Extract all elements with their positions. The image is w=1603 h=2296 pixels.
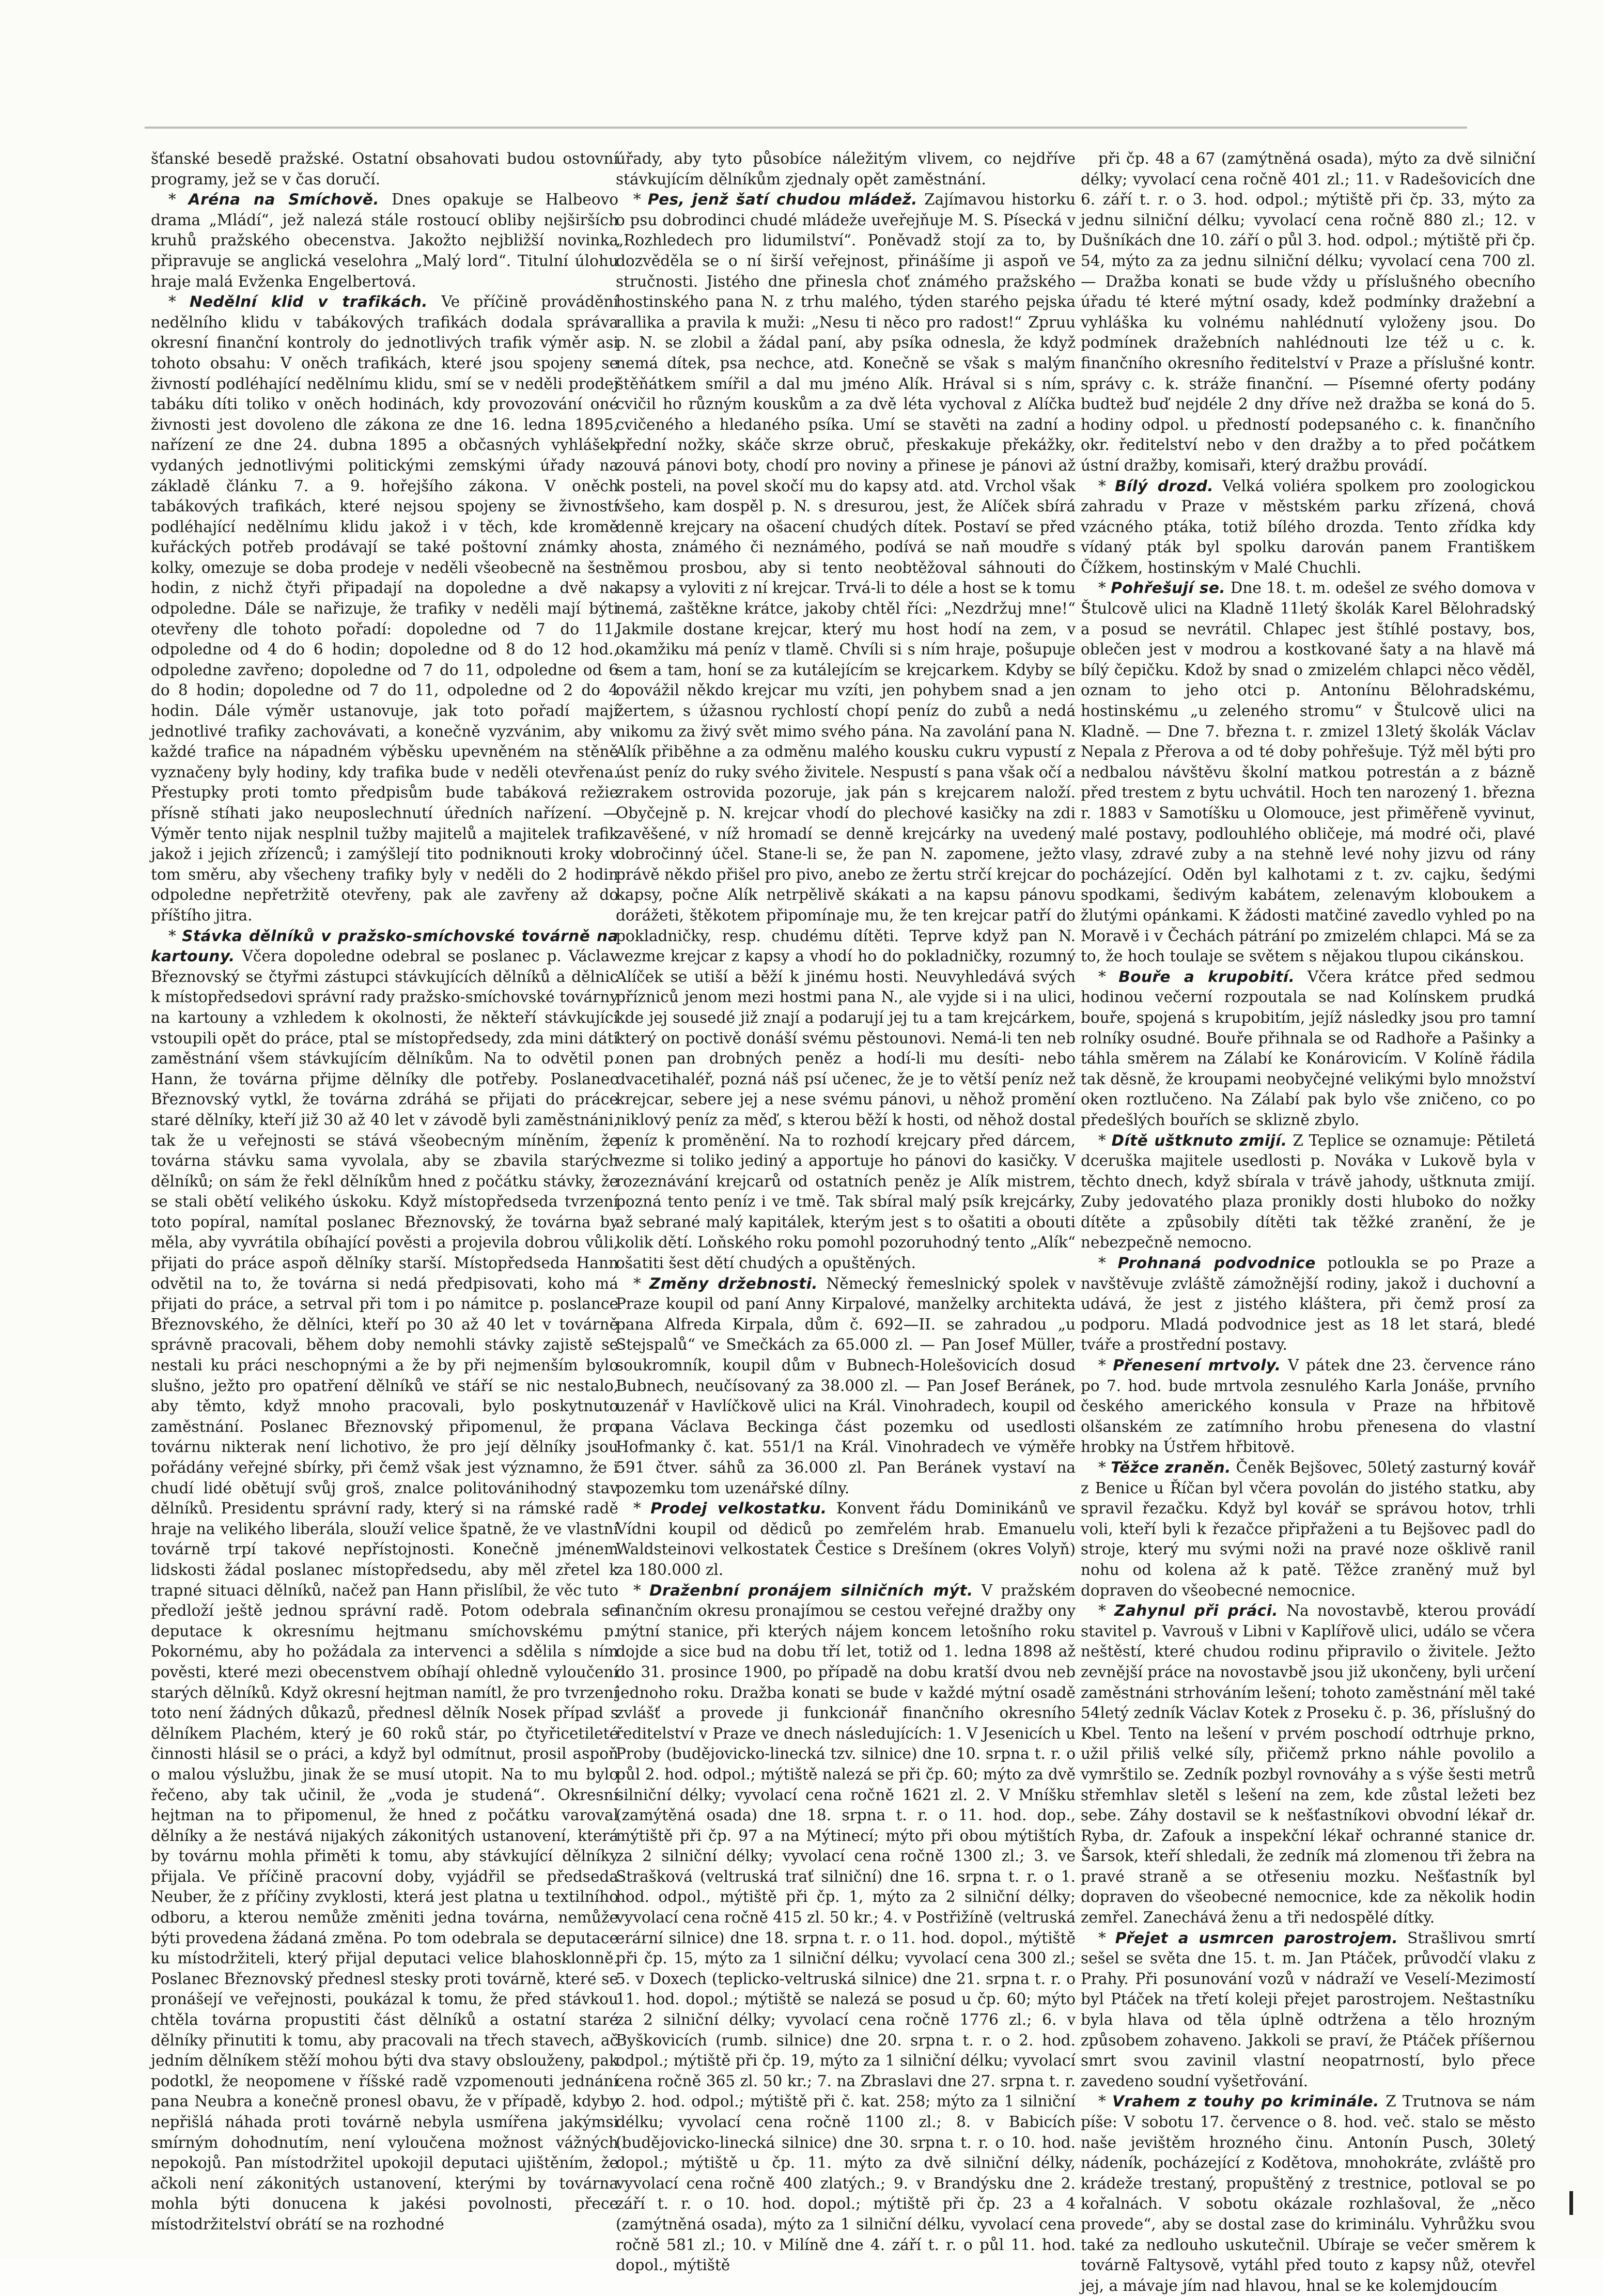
- column-3: [1081, 149, 1535, 2294]
- article-headline: Pohřešují se.: [1111, 579, 1226, 597]
- article-paragraph: * Přenesení mrtvoly. V pátek dne 23. července ráno po 7. hod. bude mrtvola zesnulého Karla Jonáše, prvního českého amerického konsula v Praze na hřbitově olšanském ze zatímního hrobu přenesena do vlastní hrobky na Ústřem hřbitově.: [1081, 1356, 1535, 1456]
- article-paragraph: * Prodej velkostatku. Konvent řádu Dominikánů ve Vídni koupil od dědiců po zemřelém hrab. Emanuelu Waldsteinovi velkostatek Čestice s Drešínem (okres Volyň) za 180.000 zl.: [616, 1500, 1076, 1579]
- article-text: Strašlivou smrtí sešel se světa dne 15. t. m. Jan Ptáček, průvodčí vlaku z Prahy. Při posunování vozů v nádraží ve Veselí-Mezimostí byl Ptáček na třetí koleji přejet parostrojem. Neštastníku byla hlava od těla úplně odtržena a tělo hrozným způsobem zohaveno. Jakkoli se praví, že Ptáček příšernou smrt svou zavinil vlastní neopatrností, bylo přece zavedeno soudní vyšetřování.: [1081, 1929, 1535, 2090]
- article-text: Včera krátce před sedmou hodinou večerní rozpoutala se nad Kolínskem prudká bouře, spojená s krupobitím, jejíž následky jsou pro tamní rolníky osudné. Bouře přihnala se od Radhoře a Pašinky a táhla směrem na Zálabí ke Konárovicím. V Kolíně řádila tak děsně, že kroupami neobyčejné velikými bylo množství oken roztlučeno. Na Zálabí pak bylo vše zničeno, co po předešlých bouřích se sklizně zbylo.: [1081, 967, 1535, 1129]
- article-text: potloukla se po Praze a navštěvuje zvláště zámožnější rodiny, jakož i duchovní a udává, že jest z jistého kláštera, při čemž prosí za podporu. Mladá podvodnice jest as 18 let stará, bledé tváře a prostřední postavy.: [1081, 1254, 1535, 1354]
- article-paragraph: * Bílý drozd. Velká voliéra spolkem pro zoologickou zahradu v Praze v městském parku zřízená, chová vzácného ptáka, totiž bílého drozda. Tento zřídka kdy vídaný pták byl spolku darován panem Františkem Čížkem, hostinským v Malé Chuchli.: [1081, 477, 1535, 576]
- article-paragraph: * Dítě uštknuto zmijí. Z Teplice se oznamuje: Pětiletá dceruška majitele usedlosti p. Nováka v Lukově byla v těchto dnech, když sbírala v trávě jahody, uštknuta zmijí. Zuby jedovatého plaza pronikly dosti hluboko do nožky dítěte a způsobily dítěti tak těžké zranění, že je nebezpečně nemocno.: [1081, 1131, 1535, 1252]
- article-headline: Nedělní klid v trafikách.: [189, 293, 428, 311]
- article-paragraph: * Změny držebnosti. Německý řemeslnický spolek v Praze koupil od paní Anny Kirpalové, manželky architekta pana Alfreda Kirpala, dům č. 692—II. se zahradou „u Stejspalů“ ve Smečkách za 65.000 zl. — Pan Josef Müller, soukromník, koupil dům v Bubnech-Holešovicích dosud Bubnech, neučísovaný za 38.000 zl. — Pan Josef Beránek, uzenář v Havlíčkově ulici na Král. Vinohradech, koupil od pana Václava Beckinga část pozemku od usedlosti Hofmanky č. kat. 551/1 na Král. Vinohradech ve výměře 591 čtver. sáhů za 36.000 zl. Pan Beránek vystaví na pozemku tom uzenářské dílny.: [616, 1274, 1076, 1497]
- article-text: při čp. 48 a 67 (zamýtněná osada), mýto za dvě silniční délky; vyvolací cena ročně 401 zl.; 11. v Radešovicích dne 6. září t. r. o 3. hod. odpol.; mýtiště při čp. 33, mýto za jednu silniční délku; vyvolací cena ročně 880 zl.; 12. v Dušníkách dne 10. září o půl 3. hod. odpol.; mýtiště při čp. 54, mýto za za jednu silniční délku; vyvolací cena 700 zl. — Dražba konati se bude vždy u příslušného obecního úřadu té které mýtní osady, kdež podmínky dražební a vyhláška ku volnému nahlédnutí vyloženy jsou. Do podmínek dražebních nahlédnouti lze též u c. k. finančního okresního ředitelství v Praze a příslušné kontr. správy c. k. stráže finanční. — Písemné oferty podány budtež buď nejdéle 2 dny dříve než dražba se koná do 5. hodiny odpol. u předností podepsaného c. k. finančního okr. ředitelství nebo v den dražby a to před počátkem ústní dražby, komisaři, který dražbu provádí.: [1081, 150, 1535, 474]
- article-headline: Bouře a krupobití.: [1118, 967, 1295, 986]
- page-edge-mark: [1569, 2191, 1573, 2215]
- article-paragraph: [151, 149, 618, 190]
- article-paragraph: * Bouře a krupobití. Včera krátce před sedmou hodinou večerní rozpoutala se nad Kolínskem prudká bouře, spojená s krupobitím, jejíž následky jsou pro tamní rolníky osudné. Bouře přihnala se od Radhoře a Pašinky a táhla směrem na Zálabí ke Konárovicím. V Kolíně řádila tak děsně, že kroupami neobyčejné velikými bylo množství oken roztlučeno. Na Zálabí pak bylo vše zničeno, co po předešlých bouřích se sklizně zbylo.: [1081, 967, 1535, 1129]
- article-text: Dnes opakuje se Halbeovo drama „Mládí“, jež nalezá stále rostoucí obliby nejširších kruhů pražského obecenstva. Jakožto nejbližší novinka připravuje se anglická veselohra „Malý lord“. Titulní úlohu hraje malá Evženka Engelbertová.: [151, 191, 618, 290]
- article-paragraph: * Nedělní klid v trafikách. Ve příčině provádění nedělního klidu v tabákových trafikách dodala správa okresní finanční kontroly do jednotlivých trafik výměr asi tohoto obsahu: V oněch trafikách, které jsou spojeny se živností podléhající nedělnímu klidu, smí se v neděli prodej tabáku díti toliko v oněch hodinách, kdy provozování oné živnosti jest dovoleno dle zákona ze dne 16. ledna 1895, nařízení ze dne 24. dubna 1895 a občasných vyhlášek vydaných jednotlivými politickými zemskými úřady na základě článku 7. a 9. hořejšího zákona. V oněch tabákových trafikách, které nejsou spojeny se živností podléhající nedělnímu klidu jakož i v těch, kde kromě kuřáckých potřeb prodávají se také poštovní známky a kolky, omezuje se doba prodeje v neděli všeobecně na šest hodin, z nichž čtyři připadají na dopoledne a dvě na odpoledne. Dále se nařizuje, že trafiky v neděli mají býti otevřeny dle tohoto pořadí: dopoledne od 7 do 11, odpoledne od 4 do 6 hodin; dopoledne od 8 do 12 hod., odpoledne zavřeno; dopoledne od 7 do 11, odpoledne od 6 do 8 hodin; dopoledne od 7 do 11, odpoledne od 2 do 4 hodin. Dále výměr ustanovuje, jak toto pořadí mají jednotlivé trafiky zachovávati, a konečně vyzvánim, aby v každé trafice na nápadném výběsku upevněném na stěně vyznačeny byly hodiny, kdy trafika bude v neděli otevřena. Přestupky proti tomto předpisům bude tabáková režie přísně stíhati jako neuposlechnutí úředních nařízení. — Výměr tento nijak nesplnil tužby majitelů a majitelek trafik jakož i jejich zřízenců; i zamýšlejí tito podniknouti kroky v tom směru, aby všecheny trafiky byly v neděli do 2 hodin odpoledne nepřetržitě otevřeny, pak ale zavřeny až do příštího jitra.: [151, 293, 618, 924]
- article-headline: Vrahem z touhy po kriminále.: [1112, 2092, 1379, 2111]
- article-headline: Pes, jenž šatí chudou mládež.: [647, 191, 917, 209]
- article-text: Včera dopoledne odebral se poslanec p. Václav Březnovský se čtyřmi zástupci stávkujících dělníků a dělnic k místopředsedovi správní rady pražsko-smíchovské továrny na kartouny a vzhledem k okolnosti, že někteří stávkující vstoupili opět do práce, ptal se místopředsedy, zda mini dáti zaměstnání všem stávkujícím dělníkům. Na to odvětil p. Hann, že továrna přijme dělníky dle potřeby. Poslanec Březnovský vytkl, že továrna zdráhá se přijati do práce staré dělníky, kteří již 30 až 40 let v závodě byli zaměstnáni, tak že u veřejnosti se stává všeobecným míněním, že továrna stávku sama vyvolala, aby se zbavila starých dělníků; on sám že řekl dělníkům hned z počátku stávky, že se stali obětí velikého úskoku. Když místopředseda tvrzení toto popíral, namítal poslanec Březnovský, že továrna by měla, aby vyvrátila obíhající pověsti a projevila dobrou vůli, přijati do práce aspoň dělníky starší. Místopředseda Hann odvětil na to, že továrna si nedá předpisovati, koho má přijati do práce, a setrval při tom i po námitce p. poslance Březnovského, že dělníci, kteří po 30 až 40 let v továrně správně pracovali, během doby nemohli stávky zajistě se nestali ku práci neschopnými a že by při nejmenším bylo slušno, ježto pro opatření dělníků ve stáří se nic nestalo, aby těmto, když mnoho pracovali, bylo poskytnuto zaměstnání. Poslanec Březnovský připomenul, že pro továrnu nikterak není lichotivo, že pro její dělníky jsou pořádány veřejné sbírky, při čemž však jest významno, že i chudí lidé obětují svůj groš, znalce politovánihodný stav dělníků. Presidentu správní rady, který si na rámské radě hraje na velikého liberála, slouží velice špatně, že ve vlastní továrně trpí takové nepřístojnosti. Konečně jménem lidskosti žádal poslanec místopředsedu, aby měl zřetel k trapné situaci dělníků, načež pan Hann přislíbil, že věc tuto předloží ještě jednou správní radě. Potom odebrala se deputace k okresnímu hejtmanu smíchovskému p. Pokornému, aby ho požádala za intervenci a sdělila s ním pověsti, které mezi obecenstvem obíhají ohledně vyloučení starých dělníků. Když okresní hejtman namítl, že pro tvrzení toto není žádných důkazů, přednesl dělník Nosek případ s dělníkem Plachém, který je 60 roků stár, po čtyřicetileté činnosti hlásil se o práci, a když byl odmítnut, prosil aspoň o malou výslužbu, jinak že se musí utopit. Na to mu bylo řečeno, aby tak učinil, že „voda je studená“. Okresní hejtman na to připomenul, že hned z počátku varoval dělníky a že nestává nijakých zákonitých ustanovení, která by továrnu mohla přiměti k tomu, aby stávkující dělníky přijala. Ve příčině pracovní doby, vyjádřil se předseda Neuber, že z příčiny zvyklosti, která jest platna u textilního odboru, a kterou nemůže změniti jedna továrna, nemůže býti provedena žádaná změna. Po tom odebrala se deputace ku místodržiteli, který přijal deputaci velice blahosklonně. Poslanec Březnovský přednesl stesky proti továrně, které se pronášejí ve veřejnosti, poukázal k tomu, že před stávkou chtěla továrna propustiti část dělníků a ostatní staré dělníky přinutiti k tomu, aby pracovali na třech stavech, ač jedním dělníkem stěží mohou býti dva stavy obslouženy, pak podotkl, že neopomene v říšské radě vzpomenouti jednání pana Neubra a konečně pronesl obavu, že v případě, kdyby nepřišlá náhada proti továrně nebyla usmířena jakýmsi smírným dohodnutím, není vyloučena možnost vážných nepokojů. Pan místodržitel upokojil deputaci ujištěním, že ačkoli není zákonitých ustanovení, kterými by továrna mohla býti donucena k jakési povolnosti, přece místodržitelství obrátí se na rozhodné: [151, 947, 618, 2233]
- article-headline: Bílý drozd.: [1115, 477, 1214, 495]
- article-paragraph: * Přejet a usmrcen parostrojem. Strašlivou smrtí sešel se světa dne 15. t. m. Jan Ptáček, průvodčí vlaku z Prahy. Při posunování vozů v nádraží ve Veselí-Mezimostí byl Ptáček na třetí koleji přejet parostrojem. Neštastníku byla hlava od těla úplně odtržena a tělo hrozným způsobem zohaveno. Jakkoli se praví, že Ptáček příšernou smrt svou zavinil vlastní neopatrností, bylo přece zavedeno soudní vyšetřování.: [1081, 1929, 1535, 2090]
- article-text: Německý řemeslnický spolek v Praze koupil od paní Anny Kirpalové, manželky architekta pana Alfreda Kirpala, dům č. 692—II. se zahradou „u Stejspalů“ ve Smečkách za 65.000 zl. — Pan Josef Müller, soukromník, koupil dům v Bubnech-Holešovicích dosud Bubnech, neučísovaný za 38.000 zl. — Pan Josef Beránek, uzenář v Havlíčkově ulici na Král. Vinohradech, koupil od pana Václava Beckinga část pozemku od usedlosti Hofmanky č. kat. 551/1 na Král. Vinohradech ve výměře 591 čtver. sáhů za 36.000 zl. Pan Beránek vystaví na pozemku tom uzenářské dílny.: [616, 1274, 1076, 1497]
- article-text: Z Trutnova se nám píše: V sobotu 17. července o 8. hod. več. stalo se město naše jevištěm hrozného činu. Antonín Pusch, 30letý nádeník, pocházející z Kodětova, mnohokráte, zvláště pro krádeže trestaný, propuštěný z trestnice, potloval se po kořalnách. V sobotu okázale rozhlašoval, že „něco provede“, aby se dostal zase do kriminálu. Vyhrůžku svou také za nedlouho uskutečnil. Ubíraje se večer směrem k továrně Faltysově, vytáhl před touto z kapsy nůž, otevřel jej, a mávaje jím nad hlavou, hnal se ke kolemjdoucím: [1081, 2092, 1535, 2294]
- column-2: [616, 149, 1076, 2274]
- column-1: [151, 149, 618, 2233]
- article-text: Ve příčině provádění nedělního klidu v tabákových trafikách dodala správa okresní finanční kontroly do jednotlivých trafik výměr asi tohoto obsahu: V oněch trafikách, které jsou spojeny se živností podléhající nedělnímu klidu, smí se v neděli prodej tabáku díti toliko v oněch hodinách, kdy provozování oné živnosti jest dovoleno dle zákona ze dne 16. ledna 1895, nařízení ze dne 24. dubna 1895 a občasných vyhlášek vydaných jednotlivými politickými zemskými úřady na základě článku 7. a 9. hořejšího zákona. V oněch tabákových trafikách, které nejsou spojeny se živností podléhající nedělnímu klidu jakož i v těch, kde kromě kuřáckých potřeb prodávají se také poštovní známky a kolky, omezuje se doba prodeje v neděli všeobecně na šest hodin, z nichž čtyři připadají na dopoledne a dvě na odpoledne. Dále se nařizuje, že trafiky v neděli mají býti otevřeny dle tohoto pořadí: dopoledne od 7 do 11, odpoledne od 4 do 6 hodin; dopoledne od 8 do 12 hod., odpoledne zavřeno; dopoledne od 7 do 11, odpoledne od 6 do 8 hodin; dopoledne od 7 do 11, odpoledne od 2 do 4 hodin. Dále výměr ustanovuje, jak toto pořadí mají jednotlivé trafiky zachovávati, a konečně vyzvánim, aby v každé trafice na nápadném výběsku upevněném na stěně vyznačeny byly hodiny, kdy trafika bude v neděli otevřena. Přestupky proti tomto předpisům bude tabáková režie přísně stíhati jako neuposlechnutí úředních nařízení. — Výměr tento nijak nesplnil tužby majitelů a majitelek trafik jakož i jejich zřízenců; i zamýšlejí tito podniknouti kroky v tom směru, aby všecheny trafiky byly v neděli do 2 hodin odpoledne nepřetržitě otevřeny, pak ale zavřeny až do příštího jitra.: [151, 293, 618, 924]
- article-paragraph: * Aréna na Smíchově. Dnes opakuje se Halbeovo drama „Mládí“, jež nalezá stále rostoucí obliby nejširších kruhů pražského obecenstva. Jakožto nejbližší novinka připravuje se anglická veselohra „Malý lord“. Titulní úlohu hraje malá Evženka Engelbertová.: [151, 191, 618, 290]
- article-paragraph: * Těžce zraněn. Čeněk Bejšovec, 50letý zasturný kovář z Benice u Říčan byl včera povolán do jistého statku, aby spravil řezačku. Když byl kovář se správou hotov, trhli voli, kteří byli k řezačce připřaženi a tu Bejšovec padl do stroje, který mu svými noži na pravé noze ošklivě ranil nohu od kolena až k patě. Těžce zraněný muž byl dopraven do všeobecné nemocnice.: [1081, 1459, 1535, 1599]
- top-rule: [145, 127, 1467, 129]
- article-paragraph: [1081, 149, 1535, 476]
- article-text: V pražském finančním okresu pronajímou se cestou veřejné dražby ony mýtní stanice, při kterých nájem koncem letošního roku dojde a sice bud na dobu tří let, totiž od 1. ledna 1898 až do 31. prosince 1900, po případě na dobu kratší dvou neb jednoho roku. Dražba konati se bude v každé mýtní osadě zvlášť a provede ji funkcionář finančního okresního ředitelství v Praze ve dnech následujících: 1. V Jesenicích u Proby (budějovicko-linecká tzv. silnice) dne 10. srpna t. r. o půl 2. hod. odpol.; mýtiště nalezá se při čp. 60; mýto za dvě silniční délky; vyvolací cena ročně 1621 zl. 2. V Mníšku (zamýtěná osada) dne 18. srpna t. r. o 11. hod. dop., mýtiště při čp. 97 a na Mýtinecí; mýto při obou mýtištích za 2 silniční délky; vyvolací cena ročně 1300 zl.; 3. ve Strašková (veltruská trať silniční) dne 16. srpna t. r. o 1. hod. odpol., mýtiště při čp. 1, mýto za 2 silniční délky; vyvolací cena ročně 415 zl. 50 kr.; 4. v Postřižíně (veltruská erární silnice) dne 18. srpna t. r. o 11. hod. dopol., mýtiště při čp. 15, mýto za 1 silniční délku; vyvolací cena 300 zl.; 5. v Doxech (teplicko-veltruská silnice) dne 21. srpna t. r. o 11. hod. dopol.; mýtiště se nalezá se posud u čp. 60; mýto za 2 silniční délky; vyvolací cena ročně 1776 zl.; 6. v Byškovicích (rumb. silnice) dne 20. srpna t. r. o 2. hod. odpol.; mýtiště při čp. 19, mýto za 1 silniční délku; vyvolací cena ročně 365 zl. 50 kr.; 7. na Zbraslavi dne 27. srpna t. r. o 2. hod. odpol.; mýtiště při č. kat. 258; mýto za 1 silniční délku; vyvolací cena ročně 1100 zl.; 8. v Babicích (budějovicko-linecká silnice) dne 30. srpna t. r. o 10. hod. dopol.; mýtiště u čp. 11. mýto za dvě silniční délky, vyvolací cena ročně 400 zlatých.; 9. v Brandýsku dne 2. září t. r. o 10. hod. dopol.; mýtiště při čp. 23 a 4 (zamýtněná osada), mýto za 1 silniční délku, vyvolací cena ročně 581 zl.; 10. v Milíně dne 4. září t. r. o půl 11. hod. dopol., mýtiště: [616, 1581, 1076, 2274]
- article-headline: Stávka dělníků v pražsko-smíchovské továrně na kartouny.: [151, 927, 618, 965]
- article-paragraph: * Vrahem z touhy po kriminále. Z Trutnova se nám píše: V sobotu 17. července o 8. hod. več. stalo se město naše jevištěm hrozného činu. Antonín Pusch, 30letý nádeník, pocházející z Kodětova, mnohokráte, zvláště pro krádeže trestaný, propuštěný z trestnice, potloval se po kořalnách. V sobotu okázale rozhlašoval, že „něco provede“, aby se dostal zase do kriminálu. Vyhrůžku svou také za nedlouho uskutečnil. Ubíraje se večer směrem k továrně Faltysově, vytáhl před touto z kapsy nůž, otevřel jej, a mávaje jím nad hlavou, hnal se ke kolemjdoucím: [1081, 2092, 1535, 2294]
- article-text: Dne 18. t. m. odešel ze svého domova v Štulcově ulici na Kladně 11letý školák Karel Bělohradský a posud se nevrátil. Chlapec jest štíhlé postavy, bos, oblečen jest v modrou a kostkované šaty a na hlavě má bílý čepičku. Kdož by snad o zmizelém chlapci něco věděl, oznam to jeho otci p. Antonínu Bělohradskému, hostinskému „u zeleného stromu“ v Štulcově ulici na Kladně. — Dne 7. března t. r. zmizel 13letý školák Václav Nepala z Přerova a od té doby pohřešuje. Týž měl býti pro nedbalou návštěvu školní matkou potrestán a z bázně před trestem z bytu uchvátil. Hoch ten narozený 1. března r. 1883 v Samotíšku u Olomouce, jest přiměřeně vyvinut, malé postavy, podlouhlého obličeje, má modré oči, plavé vlasy, zdravé zuby a na stehně levé nohy jizvu od rány pocházející. Oděn byl kalhotami z t. zv. cajku, šedými spodkami, šedivým kabátem, zelenavým kloboukem a žlutými opánkami. K žádosti matčiné zavedlo vyhled po na Moravě i v Čechách pátrání po zmizelém chlapci. Má se za to, že hoch toulaje se světem s nějakou tlupou cikánskou.: [1081, 579, 1535, 965]
- article-text: Z Teplice se oznamuje: Pětiletá dceruška majitele usedlosti p. Nováka v Lukově byla v těchto dnech, když sbírala v trávě jahody, uštknuta zmijí. Zuby jedovatého plaza pronikly dosti hluboko do nožky dítěte a způsobily dítěti tak těžké zranění, že je nebezpečně nemocno.: [1081, 1131, 1535, 1252]
- article-text: šťanské besedě pražské. Ostatní obsahovati budou ostovní programy, jež se v čas doručí.: [151, 150, 618, 188]
- article-headline: Přenesení mrtvoly.: [1113, 1356, 1281, 1375]
- article-headline: Prodej velkostatku.: [650, 1500, 827, 1518]
- article-headline: Draženbní pronájem silničních mýt.: [649, 1581, 973, 1599]
- article-text: úřady, aby tyto působíce náležitým vlivem, co nejdříve stávkujícím dělníkům zjednaly opět zaměstnání.: [616, 150, 1076, 188]
- article-paragraph: * Draženbní pronájem silničních mýt. V pražském finančním okresu pronajímou se cestou veřejné dražby ony mýtní stanice, při kterých nájem koncem letošního roku dojde a sice bud na dobu tří let, totiž od 1. ledna 1898 až do 31. prosince 1900, po případě na dobu kratší dvou neb jednoho roku. Dražba konati se bude v každé mýtní osadě zvlášť a provede ji funkcionář finančního okresního ředitelství v Praze ve dnech následujících: 1. V Jesenicích u Proby (budějovicko-linecká tzv. silnice) dne 10. srpna t. r. o půl 2. hod. odpol.; mýtiště nalezá se při čp. 60; mýto za dvě silniční délky; vyvolací cena ročně 1621 zl. 2. V Mníšku (zamýtěná osada) dne 18. srpna t. r. o 11. hod. dop., mýtiště při čp. 97 a na Mýtinecí; mýto při obou mýtištích za 2 silniční délky; vyvolací cena ročně 1300 zl.; 3. ve Strašková (veltruská trať silniční) dne 16. srpna t. r. o 1. hod. odpol., mýtiště při čp. 1, mýto za 2 silniční délky; vyvolací cena ročně 415 zl. 50 kr.; 4. v Postřižíně (veltruská erární silnice) dne 18. srpna t. r. o 11. hod. dopol., mýtiště při čp. 15, mýto za 1 silniční délku; vyvolací cena 300 zl.; 5. v Doxech (teplicko-veltruská silnice) dne 21. srpna t. r. o 11. hod. dopol.; mýtiště se nalezá se posud u čp. 60; mýto za 2 silniční délky; vyvolací cena ročně 1776 zl.; 6. v Byškovicích (rumb. silnice) dne 20. srpna t. r. o 2. hod. odpol.; mýtiště při čp. 19, mýto za 1 silniční délku; vyvolací cena ročně 365 zl. 50 kr.; 7. na Zbraslavi dne 27. srpna t. r. o 2. hod. odpol.; mýtiště při č. kat. 258; mýto za 1 silniční délku; vyvolací cena ročně 1100 zl.; 8. v Babicích (budějovicko-linecká silnice) dne 30. srpna t. r. o 10. hod. dopol.; mýtiště u čp. 11. mýto za dvě silniční délky, vyvolací cena ročně 400 zlatých.; 9. v Brandýsku dne 2. září t. r. o 10. hod. dopol.; mýtiště při čp. 23 a 4 (zamýtněná osada), mýto za 1 silniční délku, vyvolací cena ročně 581 zl.; 10. v Milíně dne 4. září t. r. o půl 11. hod. dopol., mýtiště: [616, 1581, 1076, 2274]
- article-paragraph: * Pohřešují se. Dne 18. t. m. odešel ze svého domova v Štulcově ulici na Kladně 11letý školák Karel Bělohradský a posud se nevrátil. Chlapec jest štíhlé postavy, bos, oblečen jest v modrou a kostkované šaty a na hlavě má bílý čepičku. Kdož by snad o zmizelém chlapci něco věděl, oznam to jeho otci p. Antonínu Bělohradskému, hostinskému „u zeleného stromu“ v Štulcově ulici na Kladně. — Dne 7. března t. r. zmizel 13letý školák Václav Nepala z Přerova a od té doby pohřešuje. Týž měl býti pro nedbalou návštěvu školní matkou potrestán a z bázně před trestem z bytu uchvátil. Hoch ten narozený 1. března r. 1883 v Samotíšku u Olomouce, jest přiměřeně vyvinut, malé postavy, podlouhlého obličeje, má modré oči, plavé vlasy, zdravé zuby a na stehně levé nohy jizvu od rány pocházející. Oděn byl kalhotami z t. zv. cajku, šedými spodkami, šedivým kabátem, zelenavým kloboukem a žlutými opánkami. K žádosti matčiné zavedlo vyhled po na Moravě i v Čechách pátrání po zmizelém chlapci. Má se za to, že hoch toulaje se světem s nějakou tlupou cikánskou.: [1081, 579, 1535, 965]
- article-text: Na novostavbě, kterou provádí stavitel p. Vavrouš v Libni v Kaplířově ulici, událo se včera neštěstí, které chudou rodinu připravilo o živitele. Ježto zevnější práce na novostavbě jsou již ukončeny, byli určení zaměstnáni strhováním lešení; tohoto zaměstnání měl také 54letý zedník Václav Kotek z Proseku č. p. 36, příslušný do Kbel. Tento na lešení v prvém poschodí odtrhuje prkno, užil přiliš velké síly, přičemž prkno náhle povolilo a vymrštilo se. Zedník pozbyl rovnováhy a s výše šesti metrů střemhlav sletěl s lešení na zem, kde zůstal ležeti bez sebe. Záhy dostavil se k nešťastníkovi obvodní lékař dr. Ryba, dr. Zafouk a inspekční lékař ochranné stanice dr. Šarsok, kteří shledali, že zedník má zlomenou tři žebra na pravé straně a se otřeseniu mozku. Nešťastník byl dopraven do všeobecné nemocnice, kde za několik hodin zemřel. Zanechává ženu a tři nedospělé dítky.: [1081, 1602, 1535, 1927]
- article-paragraph: * Stávka dělníků v pražsko-smíchovské továrně na kartouny. Včera dopoledne odebral se poslanec p. Václav Březnovský se čtyřmi zástupci stávkujících dělníků a dělnic k místopředsedovi správní rady pražsko-smíchovské továrny na kartouny a vzhledem k okolnosti, že někteří stávkující vstoupili opět do práce, ptal se místopředsedy, zda mini dáti zaměstnání všem stávkujícím dělníkům. Na to odvětil p. Hann, že továrna přijme dělníky dle potřeby. Poslanec Březnovský vytkl, že továrna zdráhá se přijati do práce staré dělníky, kteří již 30 až 40 let v závodě byli zaměstnáni, tak že u veřejnosti se stává všeobecným míněním, že továrna stávku sama vyvolala, aby se zbavila starých dělníků; on sám že řekl dělníkům hned z počátku stávky, že se stali obětí velikého úskoku. Když místopředseda tvrzení toto popíral, namítal poslanec Březnovský, že továrna by měla, aby vyvrátila obíhající pověsti a projevila dobrou vůli, přijati do práce aspoň dělníky starší. Místopředseda Hann odvětil na to, že továrna si nedá předpisovati, koho má přijati do práce, a setrval při tom i po námitce p. poslance Březnovského, že dělníci, kteří po 30 až 40 let v továrně správně pracovali, během doby nemohli stávky zajistě se nestali ku práci neschopnými a že by při nejmenším bylo slušno, ježto pro opatření dělníků ve stáří se nic nestalo, aby těmto, když mnoho pracovali, bylo poskytnuto zaměstnání. Poslanec Březnovský připomenul, že pro továrnu nikterak není lichotivo, že pro její dělníky jsou pořádány veřejné sbírky, při čemž však jest významno, že i chudí lidé obětují svůj groš, znalce politovánihodný stav dělníků. Presidentu správní rady, který si na rámské radě hraje na velikého liberála, slouží velice špatně, že ve vlastní továrně trpí takové nepřístojnosti. Konečně jménem lidskosti žádal poslanec místopředsedu, aby měl zřetel k trapné situaci dělníků, načež pan Hann přislíbil, že věc tuto předloží ještě jednou správní radě. Potom odebrala se deputace k okresnímu hejtmanu smíchovskému p. Pokornému, aby ho požádala za intervenci a sdělila s ním pověsti, které mezi obecenstvem obíhají ohledně vyloučení starých dělníků. Když okresní hejtman namítl, že pro tvrzení toto není žádných důkazů, přednesl dělník Nosek případ s dělníkem Plachém, který je 60 roků stár, po čtyřicetileté činnosti hlásil se o práci, a když byl odmítnut, prosil aspoň o malou výslužbu, jinak že se musí utopit. Na to mu bylo řečeno, aby tak učinil, že „voda je studená“. Okresní hejtman na to připomenul, že hned z počátku varoval dělníky a že nestává nijakých zákonitých ustanovení, která by továrnu mohla přiměti k tomu, aby stávkující dělníky přijala. Ve příčině pracovní doby, vyjádřil se předseda Neuber, že z příčiny zvyklosti, která jest platna u textilního odboru, a kterou nemůže změniti jedna továrna, nemůže býti provedena žádaná změna. Po tom odebrala se deputace ku místodržiteli, který přijal deputaci velice blahosklonně. Poslanec Březnovský přednesl stesky proti továrně, které se pronášejí ve veřejnosti, poukázal k tomu, že před stávkou chtěla továrna propustiti část dělníků a ostatní staré dělníky přinutiti k tomu, aby pracovali na třech stavech, ač jedním dělníkem stěží mohou býti dva stavy obslouženy, pak podotkl, že neopomene v říšské radě vzpomenouti jednání pana Neubra a konečně pronesl obavu, že v případě, kdyby nepřišlá náhada proti továrně nebyla usmířena jakýmsi smírným dohodnutím, není vyloučena možnost vážných nepokojů. Pan místodržitel upokojil deputaci ujištěním, že ačkoli není zákonitých ustanovení, kterými by továrna mohla býti donucena k jakési povolnosti, přece místodržitelství obrátí se na rozhodné: [151, 927, 618, 2233]
- article-headline: Dítě uštknuto zmijí.: [1111, 1131, 1287, 1149]
- article-text: Zajímavou historku o psu dobrodinci chudé mládeže uveřejňuje M. S. Písecká v „Rozhledech pro lidumilství“. Poněvadž stojí za to, by dozvěděla se o ní širší veřejnost, přinášíme ji aspoň ve stručnosti. Jistého dne přinesla choť známého pražského hostinského pana N. z trhu malého, týden starého pejska rallika a pravila k muži: „Nesu ti něco pro radost!“ Zpruu p. N. se zlobil a žádal paní, aby psíka odnesla, že když nemá dítek, psa nechce, atd. Konečně se však s malým štěňátkem smířil a dal mu jméno Alík. Hrával si s ním, cvičil ho různým kouskům a za dvě léta vychoval z Alíčka cvičeného a hledaného psíka. Umí se stavěti na zadní a přední nožky, skáče skrze obruč, přeskakuje překážky, zouvá pánovi boty, chodí pro noviny a přinese je pánovi až k posteli, na povel skočí mu do kapsy atd. atd. Vrchol však všeho, kam dospěl p. N. s dresurou, jest, že Alíček sbírá denně krejcary na ošacení chudých dítek. Postaví se před hosta, známého či neznámého, podívá se naň moudře s němou prosbou, aby si tento neobtěžoval sáhnouti do kapsy a vyloviti z ní krejcar. Trvá-li to déle a host se k tomu nemá, zaštěkne krátce, jakoby chtěl říci: „Nezdržuj mne!“ Jakmile dostane krejcar, který mu host hodí na zem, v okamžiku má peníz v tlamě. Chvíli si s ním hraje, pošupuje sem a tam, honí se za kutálejícím se krejcarkem. Kdyby se opovážil někdo krejcar mu vzíti, jen pohybem snad a jen žertem, s úžasnou rychlostí chopí peníz do zubů a nedá nikomu za živý svět mimo svého pána. Na zavolání pana N. Alík přiběhne a za odměnu malého kousku cukru vypustí z úst peníz do ruky svého živitele. Nespustí s pana však očí a zrakem ostrovida pozoruje, jak pán s krejcarem naloží. Obyčejně p. N. krejcar vhodí do plechové kasičky na zdi zavěšené, v níž hromadí se denně krejcárky na uvedený dobročinný účel. Stane-li se, že pan N. zapomene, ježto právě někdo přišel pro pivo, anebo ze žertu strčí krejcar do kapsy, počne Alík netrpělivě skákati a na kapsu pánovu dorážeti, štěkotem připomínaje mu, že ten krejcar patří do pokladničky, resp. chudému dítěti. Teprve když pan N. vezme krejcar z kapsy a vhodí ho do pokladničky, rozumný Alíček se utiší a běží k jinému hosti. Neuvyhledává svých přízniců jenom mezi hostmi pana N., ale vyjde si i na ulici, kde jej sousedé již znají a podarují jej tu a tam krejcárkem, který on poctivě donáší svému pěstounovi. Nemá-li ten neb onen pan drobných peněz a hodí-li mu desíti- nebo dvacetihaléř, pozná náš psí učenec, že je to větší peníz než krejcar, sebere jej a nese svému pánovi, u něhož promění niklový peníz za měď, s kterou běží k hosti, od něhož dostal peníz k proměnění. Na to rozhodí krejcary před dárcem, vezme si toliko jediný a apportuje ho pánovi do kasičky. V rozeznávání krejcarů od ostatních peněz je Alík mistrem, pozná tento peníz i ve tmě. Tak sbíral malý psík krejcárky, až sebrané malý kapitálek, kterým jest s to ošatiti a obouti kolik dětí. Loňského roku pomohl pozoruhodný tento „Alík“ ošatiti šest dětí chudých a opuštěných.: [616, 191, 1076, 1272]
- article-headline: Změny držebnosti.: [649, 1274, 818, 1292]
- article-text: Konvent řádu Dominikánů ve Vídni koupil od dědiců po zemřelém hrab. Emanuelu Waldsteinovi velkostatek Čestice s Drešínem (okres Volyň) za 180.000 zl.: [616, 1500, 1076, 1579]
- article-headline: Prohnaná podvodnice: [1117, 1254, 1316, 1272]
- article-paragraph: * Pes, jenž šatí chudou mládež. Zajímavou historku o psu dobrodinci chudé mládeže uveřejňuje M. S. Písecká v „Rozhledech pro lidumilství“. Poněvadž stojí za to, by dozvěděla se o ní širší veřejnost, přinášíme ji aspoň ve stručnosti. Jistého dne přinesla choť známého pražského hostinského pana N. z trhu malého, týden starého pejska rallika a pravila k muži: „Nesu ti něco pro radost!“ Zpruu p. N. se zlobil a žádal paní, aby psíka odnesla, že když nemá dítek, psa nechce, atd. Konečně se však s malým štěňátkem smířil a dal mu jméno Alík. Hrával si s ním, cvičil ho různým kouskům a za dvě léta vychoval z Alíčka cvičeného a hledaného psíka. Umí se stavěti na zadní a přední nožky, skáče skrze obruč, přeskakuje překážky, zouvá pánovi boty, chodí pro noviny a přinese je pánovi až k posteli, na povel skočí mu do kapsy atd. atd. Vrchol však všeho, kam dospěl p. N. s dresurou, jest, že Alíček sbírá denně krejcary na ošacení chudých dítek. Postaví se před hosta, známého či neznámého, podívá se naň moudře s němou prosbou, aby si tento neobtěžoval sáhnouti do kapsy a vyloviti z ní krejcar. Trvá-li to déle a host se k tomu nemá, zaštěkne krátce, jakoby chtěl říci: „Nezdržuj mne!“ Jakmile dostane krejcar, který mu host hodí na zem, v okamžiku má peníz v tlamě. Chvíli si s ním hraje, pošupuje sem a tam, honí se za kutálejícím se krejcarkem. Kdyby se opovážil někdo krejcar mu vzíti, jen pohybem snad a jen žertem, s úžasnou rychlostí chopí peníz do zubů a nedá nikomu za živý svět mimo svého pána. Na zavolání pana N. Alík přiběhne a za odměnu malého kousku cukru vypustí z úst peníz do ruky svého živitele. Nespustí s pana však očí a zrakem ostrovida pozoruje, jak pán s krejcarem naloží. Obyčejně p. N. krejcar vhodí do plechové kasičky na zdi zavěšené, v níž hromadí se denně krejcárky na uvedený dobročinný účel. Stane-li se, že pan N. zapomene, ježto právě někdo přišel pro pivo, anebo ze žertu strčí krejcar do kapsy, počne Alík netrpělivě skákati a na kapsu pánovu dorážeti, štěkotem připomínaje mu, že ten krejcar patří do pokladničky, resp. chudému dítěti. Teprve když pan N. vezme krejcar z kapsy a vhodí ho do pokladničky, rozumný Alíček se utiší a běží k jinému hosti. Neuvyhledává svých přízniců jenom mezi hostmi pana N., ale vyjde si i na ulici, kde jej sousedé již znají a podarují jej tu a tam krejcárkem, který on poctivě donáší svému pěstounovi. Nemá-li ten neb onen pan drobných peněz a hodí-li mu desíti- nebo dvacetihaléř, pozná náš psí učenec, že je to větší peníz než krejcar, sebere jej a nese svému pánovi, u něhož promění niklový peníz za měď, s kterou běží k hosti, od něhož dostal peníz k proměnění. Na to rozhodí krejcary před dárcem, vezme si toliko jediný a apportuje ho pánovi do kasičky. V rozeznávání krejcarů od ostatních peněz je Alík mistrem, pozná tento peníz i ve tmě. Tak sbíral malý psík krejcárky, až sebrané malý kapitálek, kterým jest s to ošatiti a obouti kolik dětí. Loňského roku pomohl pozoruhodný tento „Alík“ ošatiti šest dětí chudých a opuštěných.: [616, 191, 1076, 1272]
- article-headline: Aréna na Smíchově.: [188, 191, 380, 209]
- article-text: Velká voliéra spolkem pro zoologickou zahradu v Praze v městském parku zřízená, chová vzácného ptáka, totiž bílého drozda. Tento zřídka kdy vídaný pták byl spolku darován panem Františkem Čížkem, hostinským v Malé Chuchli.: [1081, 477, 1535, 576]
- article-paragraph: * Zahynul při práci. Na novostavbě, kterou provádí stavitel p. Vavrouš v Libni v Kaplířově ulici, událo se včera neštěstí, které chudou rodinu připravilo o živitele. Ježto zevnější práce na novostavbě jsou již ukončeny, byli určení zaměstnáni strhováním lešení; tohoto zaměstnání měl také 54letý zedník Václav Kotek z Proseku č. p. 36, příslušný do Kbel. Tento na lešení v prvém poschodí odtrhuje prkno, užil přiliš velké síly, přičemž prkno náhle povolilo a vymrštilo se. Zedník pozbyl rovnováhy a s výše šesti metrů střemhlav sletěl s lešení na zem, kde zůstal ležeti bez sebe. Záhy dostavil se k nešťastníkovi obvodní lékař dr. Ryba, dr. Zafouk a inspekční lékař ochranné stanice dr. Šarsok, kteří shledali, že zedník má zlomenou tři žebra na pravé straně a se otřeseniu mozku. Nešťastník byl dopraven do všeobecné nemocnice, kde za několik hodin zemřel. Zanechává ženu a tři nedospělé dítky.: [1081, 1602, 1535, 1927]
- article-text: V pátek dne 23. července ráno po 7. hod. bude mrtvola zesnulého Karla Jonáše, prvního českého amerického konsula v Praze na hřbitově olšanském ze zatímního hrobu přenesena do vlastní hrobky na Ústřem hřbitově.: [1081, 1356, 1535, 1456]
- article-headline: Přejet a usmrcen parostrojem.: [1115, 1929, 1398, 1947]
- article-text: Čeněk Bejšovec, 50letý zasturný kovář z Benice u Říčan byl včera povolán do jistého statku, aby spravil řezačku. Když byl kovář se správou hotov, trhli voli, kteří byli k řezačce připřaženi a tu Bejšovec padl do stroje, který mu svými noži na pravé noze ošklivě ranil nohu od kolena až k patě. Těžce zraněný muž byl dopraven do všeobecné nemocnice.: [1081, 1459, 1535, 1599]
- article-paragraph: * Prohnaná podvodnice potloukla se po Praze a navštěvuje zvláště zámožnější rodiny, jakož i duchovní a udává, že jest z jistého kláštera, při čemž prosí za podporu. Mladá podvodnice jest as 18 let stará, bledé tváře a prostřední postavy.: [1081, 1254, 1535, 1354]
- article-headline: Těžce zraněn.: [1111, 1459, 1232, 1476]
- article-headline: Zahynul při práci.: [1114, 1602, 1279, 1620]
- article-paragraph: [616, 149, 1076, 190]
